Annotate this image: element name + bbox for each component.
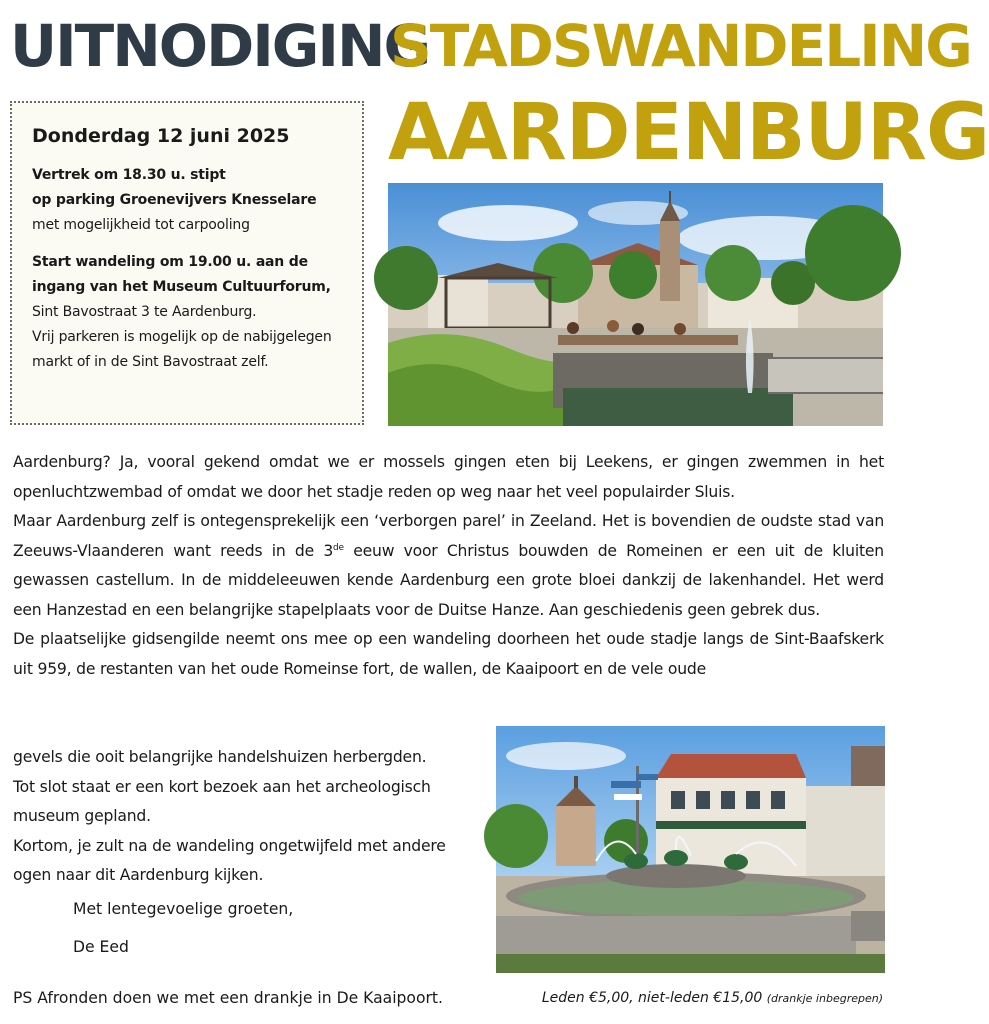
- event-date: Donderdag 12 juni 2025: [32, 125, 290, 147]
- title-stadswandeling: STADSWANDELING: [390, 12, 971, 80]
- paragraph-walk-cont: gevels die ooit belangrijke handelshuizen herbergden.: [13, 748, 427, 766]
- start-line-1: Start wandeling om 19.00 u. aan de: [32, 254, 308, 270]
- start-line-2: ingang van het Museum Cultuurforum,: [32, 279, 331, 295]
- body-text-narrow: [13, 743, 493, 891]
- paragraph-intro: Aardenburg? Ja, vooral gekend omdat we er mossels gingen eten bij Leekens, er gingen zwemmen in het openluchtzwembad of omdat we door het stadje reden op weg naar het veel populairder Sluis.: [13, 453, 884, 501]
- ps-note: PS Afronden doen we met een drankje in De Kaaipoort.: [13, 989, 443, 1007]
- body-text: [13, 448, 884, 684]
- photo-town-square: [388, 183, 883, 426]
- closing: [73, 890, 293, 966]
- title-aardenburg: AARDENBURG: [388, 88, 989, 178]
- carpool-note: met mogelijkheid tot carpooling: [32, 217, 250, 233]
- paragraph-history: Maar Aardenburg zelf is ontegensprekelijk een ‘verborgen parel’ in Zeeland. Het is bovendien de oudste stad van Zeeuws-Vlaanderen want reeds in de 3de eeuw voor Christus bouwden de Romeinen er een uit de kluiten gewassen castellum. In de middeleeuwen kende Aardenburg een grote bloei dankzij de lakenhandel. Het werd een Hanzestad en een belangrijke stapelplaats voor de Duitse Hanze. Aan geschiedenis geen gebrek dus.: [13, 512, 884, 619]
- paragraph-closing-1: Kortom, je zult na de wandeling ongetwijfeld met andere: [13, 836, 446, 855]
- paragraph-closing-2: ogen naar dit Aardenburg kijken.: [13, 866, 264, 884]
- price-note: (drankje inbegrepen): [766, 992, 883, 1005]
- paragraph-museum-2: museum gepland.: [13, 807, 151, 825]
- title-uitnodiging: UITNODIGING: [10, 12, 430, 80]
- price-info: [542, 986, 883, 1011]
- parking-line-1: Vrij parkeren is mogelijk op de nabijgelegen: [32, 329, 332, 345]
- parking-line-2: markt of in de Sint Bavostraat zelf.: [32, 354, 269, 370]
- paragraph-walk: De plaatselijke gidsengilde neemt ons mee op een wandeling doorheen het oude stadje langs de Sint-Baafskerk uit 959, de restanten van het oude Romeinse fort, de wallen, de Kaaipoort en de vele oude: [13, 630, 884, 678]
- price-text: Leden €5,00, niet-leden €15,00: [541, 990, 763, 1006]
- closing-signature: De Eed: [73, 938, 129, 956]
- paragraph-museum-1: Tot slot staat er een kort bezoek aan het archeologisch: [13, 777, 431, 796]
- departure-line-2: op parking Groenevijvers Knesselare: [32, 192, 317, 208]
- closing-greeting: Met lentegevoelige groeten,: [73, 900, 294, 918]
- address: Sint Bavostraat 3 te Aardenburg.: [32, 304, 257, 320]
- info-box: [10, 101, 364, 425]
- departure-line-1: Vertrek om 18.30 u. stipt: [32, 167, 226, 183]
- photo-frog-fountain: [496, 726, 885, 973]
